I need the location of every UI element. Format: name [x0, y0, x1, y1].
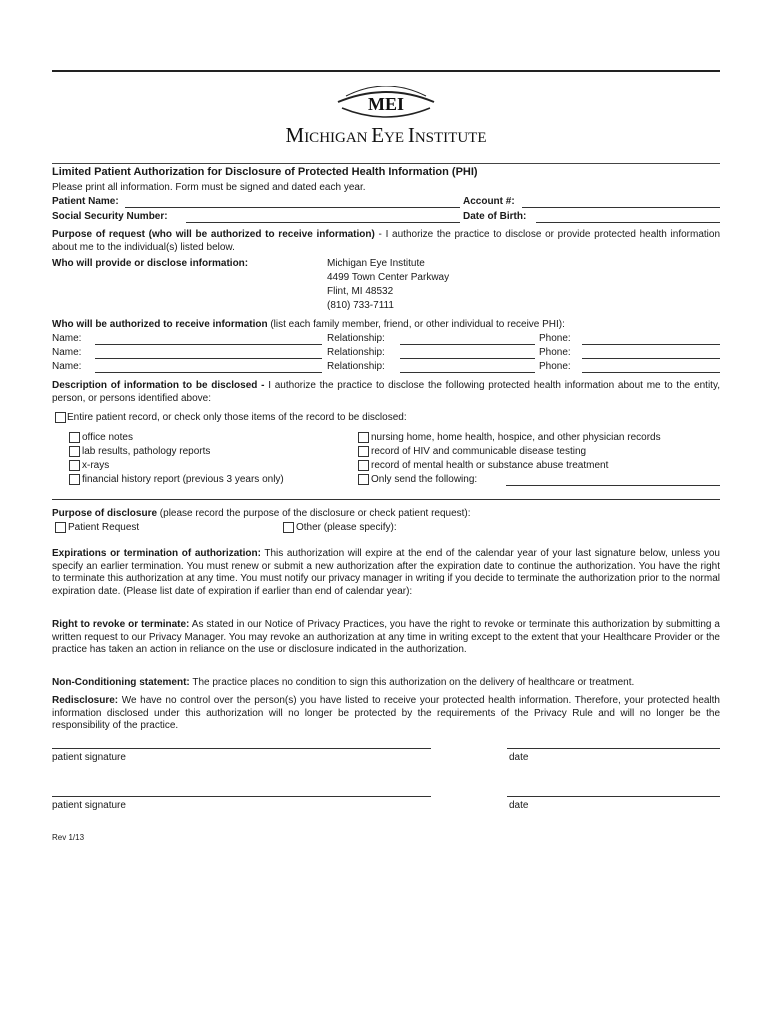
phone-label: Phone:: [539, 361, 571, 372]
logo-m: M: [285, 123, 305, 147]
logo-i: I: [407, 123, 415, 147]
logo-mark: MEI: [368, 94, 404, 114]
phone-field[interactable]: [582, 372, 720, 373]
name-label: Name:: [52, 347, 82, 358]
patient-name-field[interactable]: [125, 207, 460, 208]
logo-ye: YE: [384, 130, 405, 146]
instructions: Please print all information. Form must be signed and dated each year.: [52, 182, 366, 193]
provider-phone: (810) 733-7111: [327, 300, 394, 311]
redisclosure-paragraph: Redisclosure: We have no control over the person(s) you have listed to receive your protected health information. Therefore, your protected health information disclosed under this authorization will no longer be protected by the requirements of the Privacy Rule and will no longer be the responsibility of the practice.: [52, 695, 720, 731]
hiv-record-checkbox[interactable]: [358, 446, 369, 457]
name-field[interactable]: [95, 372, 322, 373]
svg-text:MICHIGAN EYE INSTITUTE: [286, 123, 487, 147]
dob-field[interactable]: [536, 222, 720, 223]
purpose-disclosure: Purpose of disclosure (please record the purpose of the disclosure or check patient request):: [52, 508, 471, 519]
lab-results-checkbox[interactable]: [69, 446, 80, 457]
date-label: date: [509, 752, 529, 763]
phone-field[interactable]: [582, 358, 720, 359]
other-label: Other (please specify):: [296, 522, 397, 533]
expiration-paragraph: Expirations or termination of authorization: This authorization will expire at the end of the calendar year of your last signature below, unless you specify an earlier termination. You must renew or submit a new authorization after the expiration date to continue the authorization. You have the right to terminate this authorization at any time. You must notify our privacy manager in writing if you decide to terminate the authorization prior to the normal expiration date. (Please list date of expiration if earlier than end of calendar year):: [52, 548, 720, 597]
relationship-field[interactable]: [400, 372, 535, 373]
xrays-label: x-rays: [82, 460, 110, 471]
logo-e: E: [371, 123, 385, 147]
ssn-label: Social Security Number:: [52, 211, 168, 222]
phone-label: Phone:: [539, 347, 571, 358]
name-field[interactable]: [95, 358, 322, 359]
date-label: date: [509, 800, 529, 811]
revision-label: Rev 1/13: [52, 833, 85, 842]
logo-ichigan: ICHIGAN: [304, 130, 368, 146]
xrays-checkbox[interactable]: [69, 460, 80, 471]
provider-city: Flint, MI 48532: [327, 286, 394, 297]
ssn-field[interactable]: [186, 222, 460, 223]
date-field[interactable]: [507, 748, 720, 749]
phone-label: Phone:: [539, 333, 571, 344]
patient-name-label: Patient Name:: [52, 196, 119, 207]
account-label: Account #:: [463, 196, 515, 207]
provider-name: Michigan Eye Institute: [327, 258, 425, 269]
hiv-record-label: record of HIV and communicable disease testing: [371, 446, 587, 457]
entire-record-label: Entire patient record, or check only those items of the record to be disclosed:: [67, 412, 407, 423]
office-notes-checkbox[interactable]: [69, 432, 80, 443]
relationship-label: Relationship:: [327, 347, 385, 358]
provider-address: 4499 Town Center Parkway: [327, 272, 450, 283]
patient-signature-field[interactable]: [52, 748, 431, 749]
office-notes-label: office notes: [82, 432, 133, 443]
patient-signature-field[interactable]: [52, 796, 431, 797]
mental-health-label: record of mental health or substance abuse treatment: [371, 460, 609, 471]
other-checkbox[interactable]: [283, 522, 294, 533]
logo-nstitute: NSTITUTE: [414, 130, 487, 146]
recipient-heading: Who will be authorized to receive information (list each family member, friend, or other individual to receive PHI):: [52, 319, 565, 330]
patient-signature-label: patient signature: [52, 800, 126, 811]
top-rule: [52, 70, 720, 72]
patient-request-checkbox[interactable]: [55, 522, 66, 533]
financial-history-label: financial history report (previous 3 years only): [82, 474, 284, 485]
relationship-label: Relationship:: [327, 333, 385, 344]
name-label: Name:: [52, 333, 82, 344]
form-title: Limited Patient Authorization for Disclosure of Protected Health Information (PHI): [52, 166, 478, 178]
mei-logo: [250, 86, 522, 150]
entire-record-checkbox[interactable]: [55, 412, 66, 423]
only-send-checkbox[interactable]: [358, 474, 369, 485]
mental-health-checkbox[interactable]: [358, 460, 369, 471]
phone-field[interactable]: [582, 344, 720, 345]
description-disclosure: Description of information to be disclosed - I authorize the practice to disclose the following protected health information about me to the entity, person, or persons identified above:: [52, 380, 720, 404]
non-conditioning-paragraph: Non-Conditioning statement: The practice places no condition to sign this authorization on the delivery of healthcare or treatment.: [52, 677, 635, 688]
patient-request-label: Patient Request: [68, 522, 140, 533]
lab-results-label: lab results, pathology reports: [82, 446, 211, 457]
only-send-field[interactable]: [506, 485, 720, 486]
relationship-label: Relationship:: [327, 361, 385, 372]
financial-history-checkbox[interactable]: [69, 474, 80, 485]
account-field[interactable]: [522, 207, 720, 208]
dob-label: Date of Birth:: [463, 211, 527, 222]
title-rule: [52, 163, 720, 164]
patient-signature-label: patient signature: [52, 752, 126, 763]
relationship-field[interactable]: [400, 344, 535, 345]
nursing-home-checkbox[interactable]: [358, 432, 369, 443]
relationship-field[interactable]: [400, 358, 535, 359]
revoke-paragraph: Right to revoke or terminate: As stated in our Notice of Privacy Practices, you have the right to revoke or terminate this authorization by submitting a written request to our Privacy Manager. You may revoke an authorization at any time in writing except to the extent that your Healthcare Provider or the practice has taken an action in reliance on the use or disclosure indicated in the authorization.: [52, 619, 720, 655]
only-send-label: Only send the following:: [371, 474, 478, 485]
nursing-home-label: nursing home, home health, hospice, and other physician records: [371, 432, 661, 443]
name-field[interactable]: [95, 344, 322, 345]
only-send-field-continued[interactable]: [52, 499, 720, 500]
provider-label: Who will provide or disclose information:: [52, 258, 249, 269]
purpose-request: Purpose of request (who will be authorized to receive information) - I authorize the practice to disclose or provide protected health information about me to the individual(s) listed below.: [52, 229, 721, 253]
name-label: Name:: [52, 361, 82, 372]
date-field[interactable]: [507, 796, 720, 797]
